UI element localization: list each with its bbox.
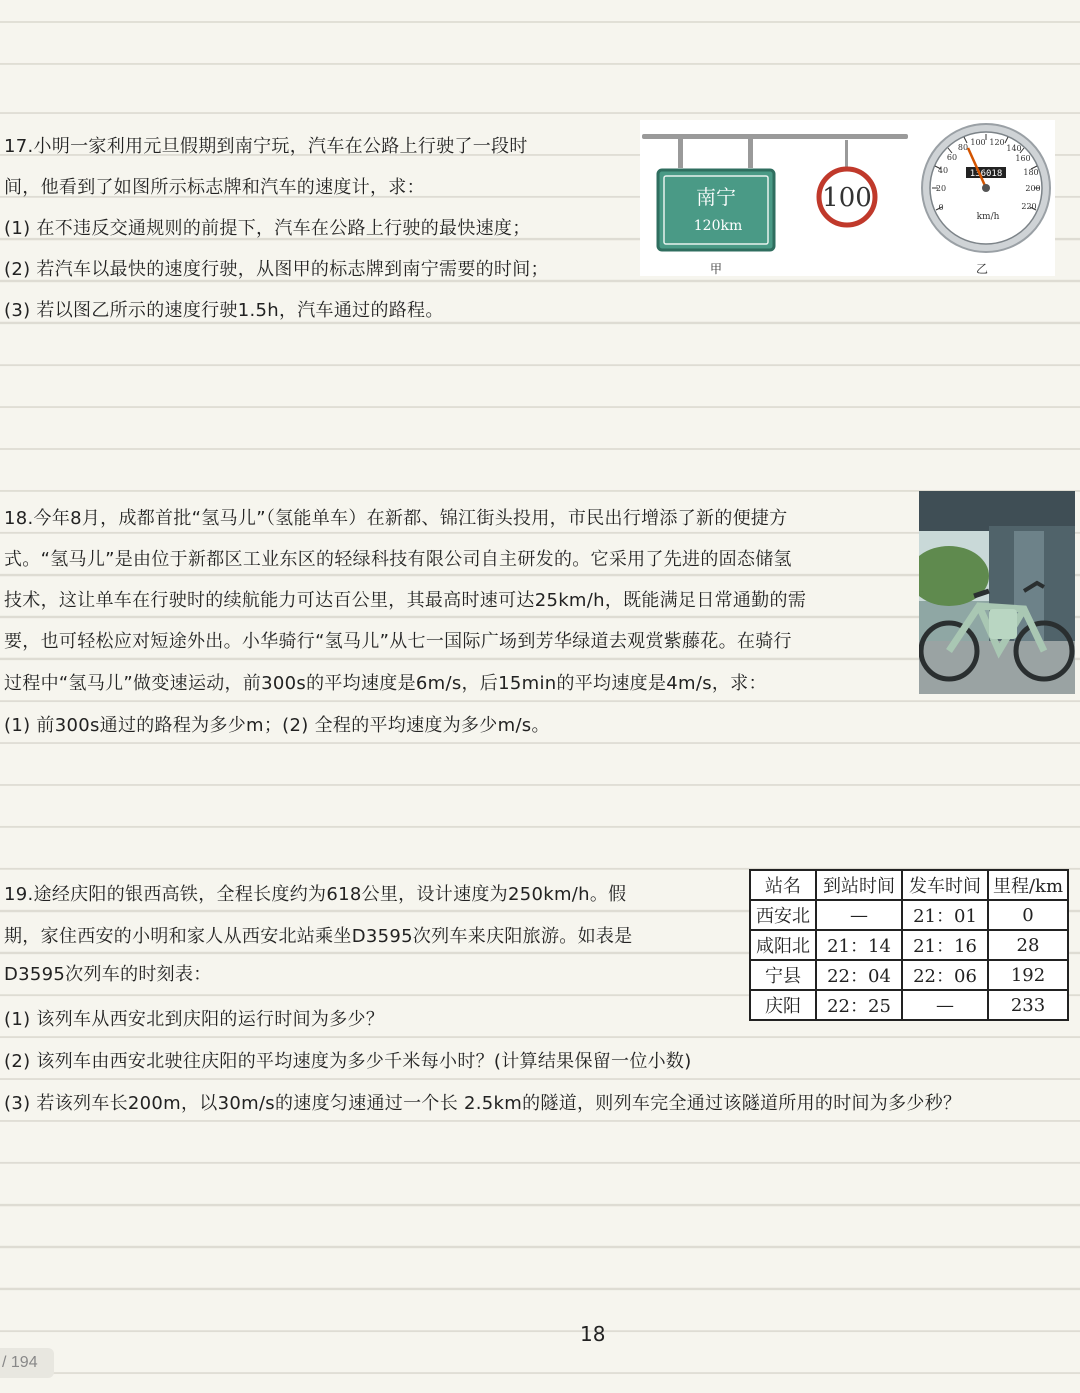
q19-line-6: (3) 若该列车长200m，以30m/s的速度匀速通过一个长 2.5km的隧道，则列车完全通过该隧道所用的时间为多少秒？	[4, 1093, 962, 1114]
dial-tick-0: 0	[938, 203, 944, 212]
distance-km: 0	[988, 900, 1068, 930]
odometer-value: 136018	[969, 169, 1003, 179]
speed-unit: km/h	[976, 212, 1000, 222]
sign-city: 南宁	[696, 185, 736, 209]
sign-post-left	[678, 138, 683, 168]
q18-line-2: 式。“氢马儿”是由位于新都区工业东区的轻绿科技有限公司自主研发的。它采用了先进的固态储氢	[4, 549, 792, 570]
page-count-indicator: / 194	[0, 1348, 54, 1378]
col-arrival: 到站时间	[816, 870, 902, 900]
train-timetable	[749, 869, 1069, 1021]
station-name: 西安北	[750, 900, 816, 930]
distance-km: 233	[988, 990, 1068, 1020]
q18-line-6: (1) 前300s通过的路程为多少m；(2) 全程的平均速度为多少m/s。	[4, 715, 550, 736]
dial-tick-120: 120	[989, 138, 1005, 147]
bike-photo	[919, 491, 1075, 694]
q17-figure	[640, 120, 1055, 276]
q18-line-1: 18.今年8月，成都首批“氢马儿”（氢能单车）在新都、锦江街头投用，市民出行增添了新的便捷方	[4, 508, 788, 529]
dial-tick-20: 20	[935, 184, 947, 193]
dial-tick-200: 200	[1025, 184, 1041, 193]
q18-line-4: 要，也可轻松应对短途外出。小华骑行“氢马儿”从七一国际广场到芳华绿道去观赏紫藤花。在骑行	[4, 631, 792, 652]
timetable-header-row	[750, 870, 1068, 900]
station-name: 宁县	[750, 960, 816, 990]
col-distance: 里程/km	[988, 870, 1068, 900]
station-name: 咸阳北	[750, 930, 816, 960]
q17-line-3: (1) 在不违反交通规则的前提下，汽车在公路上行驶的最快速度；	[4, 218, 531, 239]
dial-tick-140: 140	[1006, 144, 1022, 153]
dial-tick-60: 60	[946, 153, 958, 162]
q19-line-5: (2) 该列车由西安北驶往庆阳的平均速度为多少千米每小时？(计算结果保留一位小数)	[4, 1051, 692, 1072]
distance-km: 192	[988, 960, 1068, 990]
label-yi: 乙	[975, 262, 989, 276]
table-row	[750, 960, 1068, 990]
station-name: 庆阳	[750, 990, 816, 1020]
departure-time: 21：16	[902, 930, 988, 960]
distance-km: 28	[988, 930, 1068, 960]
table-row	[750, 900, 1068, 930]
q19-line-1: 19.途经庆阳的银西高铁，全程长度约为618公里，设计速度为250km/h。假	[4, 884, 627, 905]
q17-line-5: (3) 若以图乙所示的速度行驶1.5h，汽车通过的路程。	[4, 300, 444, 321]
q17-line-2: 间，他看到了如图所示标志牌和汽车的速度计，求：	[4, 177, 425, 198]
q18-line-3: 技术，这让单车在行驶时的续航能力可达百公里，其最高时速可达25km/h，既能满足日常通勤的需	[4, 590, 807, 611]
table-row	[750, 930, 1068, 960]
sign-distance: 120km	[693, 218, 743, 234]
dial-tick-160: 160	[1015, 154, 1031, 163]
dial-tick-100: 100	[970, 138, 986, 147]
col-station: 站名	[750, 870, 816, 900]
arrival-time: 22：04	[816, 960, 902, 990]
q19-line-2: 期，家住西安的小明和家人从西安北站乘坐D3595次列车来庆阳旅游。如表是	[4, 926, 633, 947]
departure-time: 22：06	[902, 960, 988, 990]
q19-line-3: D3595次列车的时刻表：	[4, 964, 212, 985]
destination-sign	[658, 170, 774, 250]
label-jia: 甲	[709, 262, 723, 276]
q19-line-4: (1) 该列车从西安北到庆阳的运行时间为多少？	[4, 1009, 385, 1030]
q17-line-1: 17.小明一家利用元旦假期到南宁玩，汽车在公路上行驶了一段时	[4, 136, 528, 157]
arrival-time: —	[816, 900, 902, 930]
q17-figure-svg	[640, 120, 1055, 276]
arrival-time: 21：14	[816, 930, 902, 960]
q18-line-5: 过程中“氢马儿”做变速运动，前300s的平均速度是6m/s，后15min的平均速度是4m/s，求：	[4, 673, 767, 694]
dial-tick-80: 80	[957, 143, 969, 152]
sign-post-right	[748, 138, 753, 168]
arrival-time: 22：25	[816, 990, 902, 1020]
departure-time: —	[902, 990, 988, 1020]
col-departure: 发车时间	[902, 870, 988, 900]
speed-limit-value: 100	[822, 183, 872, 213]
q17-line-4: (2) 若汽车以最快的速度行驶，从图甲的标志牌到南宁需要的时间；	[4, 259, 549, 280]
departure-time: 21：01	[902, 900, 988, 930]
table-row	[750, 990, 1068, 1020]
dial-tick-180: 180	[1023, 168, 1039, 177]
dial-tick-40: 40	[937, 166, 949, 175]
dial-tick-220: 220	[1021, 202, 1037, 211]
page-number: 18	[580, 1322, 606, 1346]
